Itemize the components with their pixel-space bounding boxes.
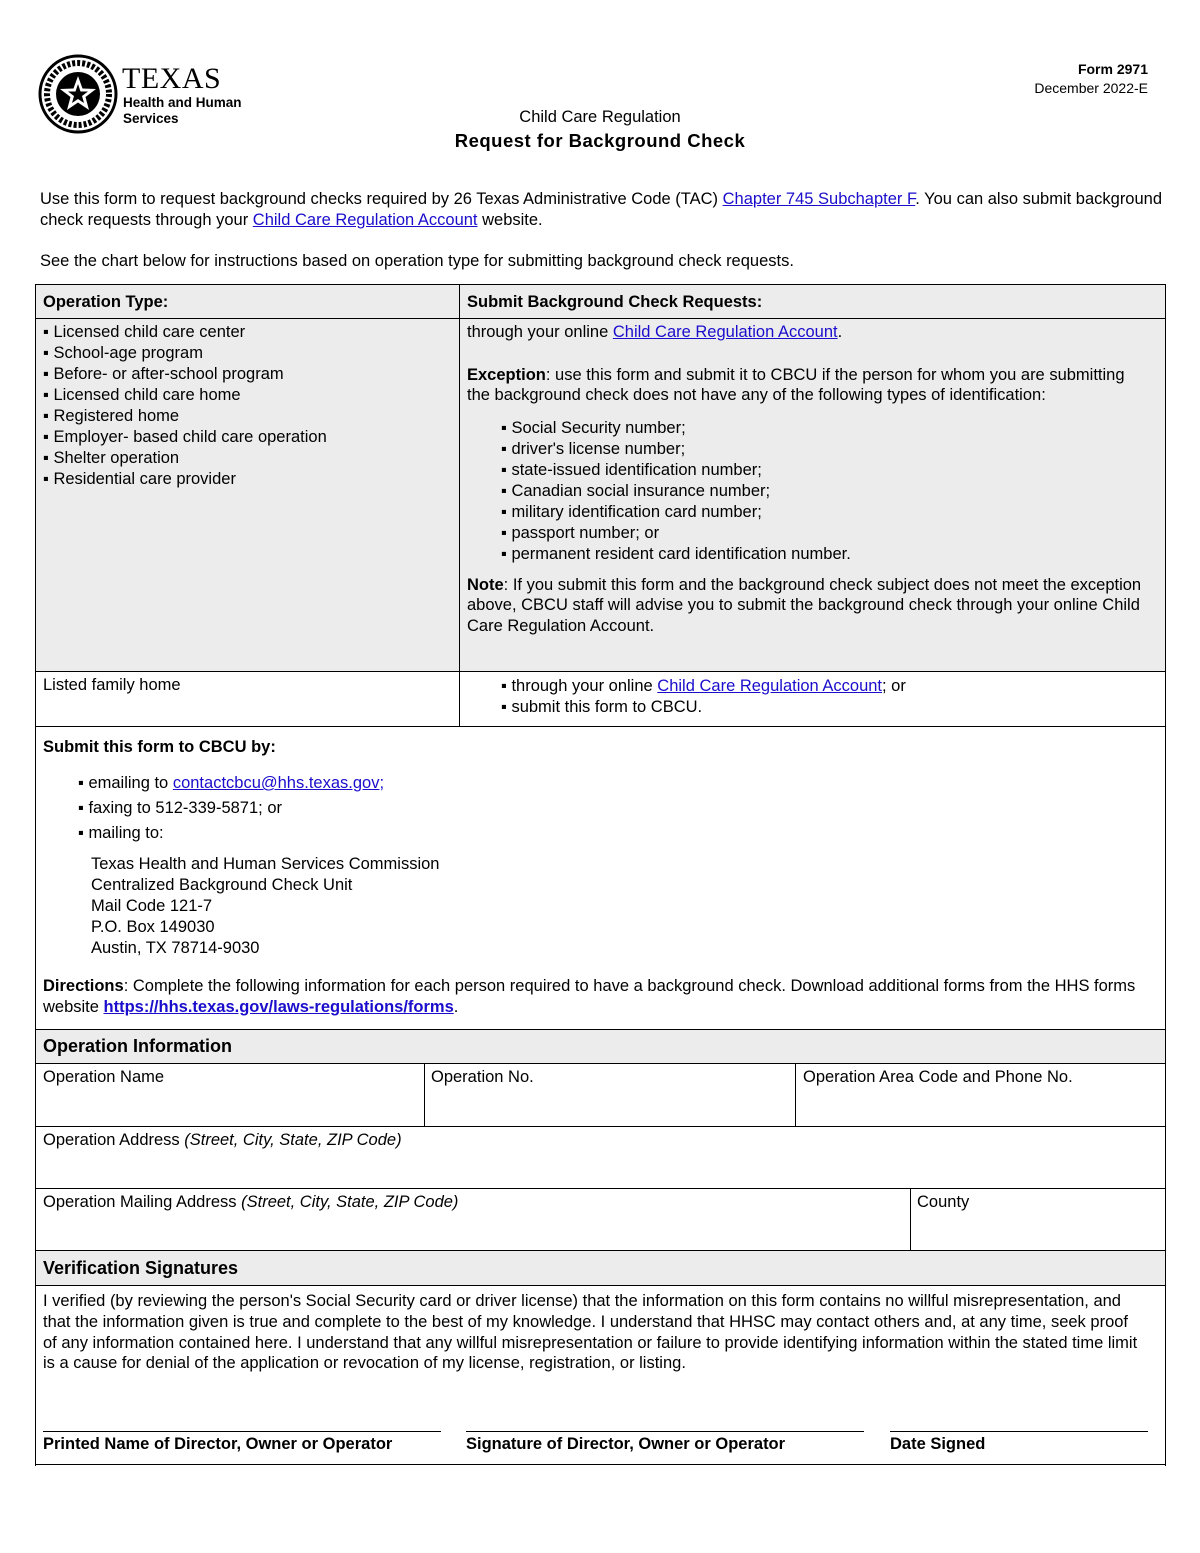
operation-address-field[interactable]: Operation Address (Street, City, State, ZIP Code) bbox=[36, 1127, 1165, 1189]
hhs-forms-link[interactable]: https://hhs.texas.gov/laws-regulations/forms bbox=[103, 997, 454, 1016]
listed-family-home-label: Listed family home bbox=[43, 676, 181, 694]
operation-phone-field[interactable]: Operation Area Code and Phone No. bbox=[796, 1064, 1165, 1127]
mailing-address: Texas Health and Human Services Commission Centralized Background Check Unit Mail Code 121-7 P.O. Box 149030 Austin, TX 78714-9030 bbox=[91, 855, 440, 957]
note-text: Note: If you submit this form and the background check subject does not meet the exception above, CBCU staff will advise you to submit the background check through your online Child Care Regulation Account. bbox=[467, 575, 1142, 635]
operation-mailing-address-field[interactable]: Operation Mailing Address (Street, City, State, ZIP Code) bbox=[36, 1189, 911, 1251]
operation-type-table bbox=[35, 284, 1166, 727]
form-body bbox=[35, 726, 1166, 1466]
operation-info-title: Operation Information bbox=[43, 1036, 232, 1056]
directions-text: Directions: Complete the following information for each person required to have a background check. Download additional forms from the HHS forms website https://hhs.texas.gov/laws-regulations/forms. bbox=[43, 977, 1136, 1016]
col-submit-header: Submit Background Check Requests: bbox=[467, 293, 763, 311]
ccr-account-link[interactable]: Child Care Regulation Account bbox=[657, 677, 883, 695]
county-field[interactable]: County bbox=[911, 1189, 1165, 1251]
logo-wordmark: TEXAS bbox=[122, 62, 222, 95]
submit-methods-list: ▪ emailing to contactcbcu@hhs.texas.gov; ▪ faxing to 512-339-5871; or ▪ mailing to: bbox=[78, 771, 384, 846]
logo-subtitle: Health and Human Services bbox=[123, 95, 242, 126]
printed-name-label: Printed Name of Director, Owner or Operator bbox=[43, 1435, 393, 1453]
exception-text: Exception: use this form and submit it to CBCU if the person for whom you are submitting the background check does not have any of the following types of identification: bbox=[467, 365, 1125, 404]
printed-name-line[interactable] bbox=[43, 1431, 441, 1432]
bottom-border bbox=[35, 1464, 1166, 1465]
date-signed-label: Date Signed bbox=[890, 1435, 986, 1453]
program-name: Child Care Regulation bbox=[519, 108, 681, 126]
operation-name-field[interactable]: Operation Name bbox=[36, 1064, 425, 1127]
chapter-745-link[interactable]: Chapter 745 Subchapter F bbox=[722, 190, 916, 208]
date-signed-line[interactable] bbox=[890, 1431, 1148, 1432]
signature-line[interactable] bbox=[466, 1431, 864, 1432]
verification-statement: I verified (by reviewing the person's Social Security card or driver license) that the information on this form contains no willful misrepresentation, and that the information given is true and complete to the best of my knowledge. I understand that HHSC may contact others and, at any time, seek proof of any information contained here. I understand that any willful misrepresentation or failure to provide identifying information within the stated time limit is a cause for denial of the application or revocation of my license, registration, or listing. bbox=[43, 1292, 1138, 1373]
cbcu-email-link[interactable]: contactcbcu@hhs.texas.gov; bbox=[172, 774, 385, 792]
listed-family-home-submit: ▪ through your online Child Care Regulation Account; or ▪ submit this form to CBCU. bbox=[501, 676, 1141, 718]
operation-number-field[interactable]: Operation No. bbox=[425, 1064, 796, 1127]
form-id-block bbox=[1034, 60, 1148, 98]
submit-heading: Submit this form to CBCU by: bbox=[43, 738, 276, 756]
operation-types-list: ▪ Licensed child care center ▪ School-age program ▪ Before- or after-school program ▪ Licensed child care home ▪ Registered home ▪ Employer- based child care operation ▪ Shelter operation ▪ Residential care provider bbox=[43, 322, 453, 490]
submit-instructions: through your online Child Care Regulation Account. Exception: use this form and submit it to CBCU if the person for whom you are submitting the background check does not have any of the following types of identification: ▪ Social Security number; ▪ driver's license number; ▪ state-issued identification number; ▪ Canadian social insurance number; ▪ military identification card number; ▪ passport number; or ▪ permanent resident card identification number. Note: If you submit this form and the background check subject does not meet the exception above, CBCU staff will advise you to submit the background check through your online Child Care Regulation Account. bbox=[467, 322, 1147, 636]
chart-instructions: See the chart below for instructions based on operation type for submitting background check requests. bbox=[40, 252, 794, 270]
signature-label: Signature of Director, Owner or Operator bbox=[466, 1435, 786, 1453]
col-operation-type-header: Operation Type: bbox=[43, 293, 169, 311]
page-title: Request for Background Check bbox=[454, 130, 746, 151]
id-types-list: ▪ Social Security number; ▪ driver's license number; ▪ state-issued identification number; ▪ Canadian social insurance number; ▪ military identification card number; ▪ passport number; or ▪ permanent resident card identification number. bbox=[501, 418, 1147, 565]
verification-title: Verification Signatures bbox=[43, 1258, 239, 1278]
ccr-account-link[interactable]: Child Care Regulation Account bbox=[612, 323, 838, 341]
ccr-account-link[interactable]: Child Care Regulation Account bbox=[252, 211, 478, 229]
form-number: Form 2971 bbox=[1077, 61, 1148, 77]
form-date: December 2022-E bbox=[1034, 80, 1148, 96]
intro-paragraph: Use this form to request background checks required by 26 Texas Administrative Code (TAC) Chapter 745 Subchapter F. You can also submit background check requests through your Child Care Regulation Account website. bbox=[40, 190, 1163, 229]
column-divider bbox=[459, 285, 460, 726]
